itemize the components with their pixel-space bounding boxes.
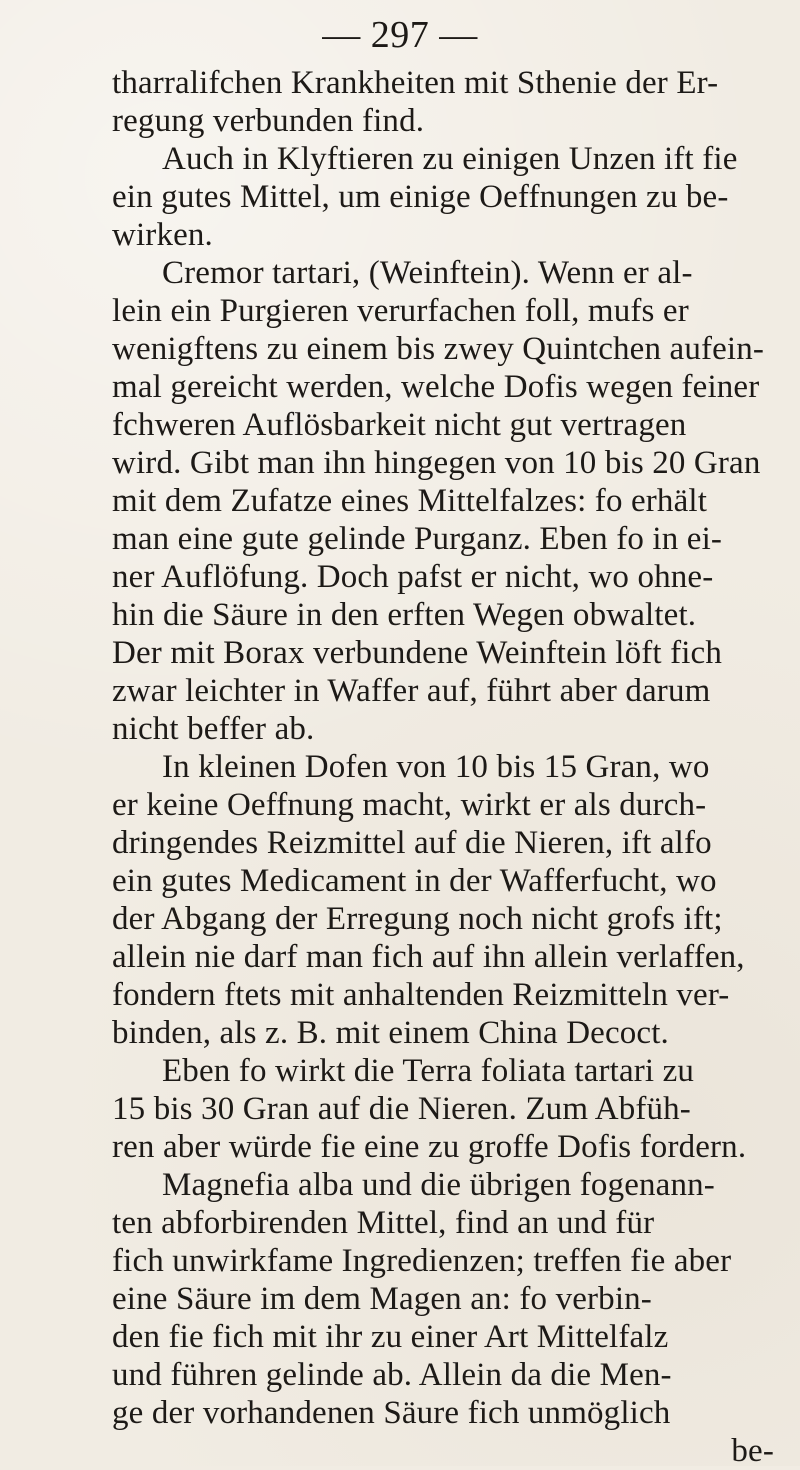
text-line: fchweren Auflösbarkeit nicht gut vertragen bbox=[112, 407, 687, 443]
text-line: Der mit Borax verbundene Weinftein löft fich bbox=[112, 635, 722, 671]
text-line: nicht beffer ab. bbox=[112, 711, 315, 747]
page-number: — 297 — bbox=[322, 14, 478, 56]
text-line: ren aber würde fie eine zu groffe Dofis fordern. bbox=[112, 1129, 747, 1165]
text-line: wirken. bbox=[112, 217, 213, 253]
text-line: Auch in Klyftieren zu einigen Unzen ift fie bbox=[162, 141, 738, 177]
text-line: Eben fo wirkt die Terra foliata tartari zu bbox=[162, 1053, 695, 1089]
text-line: tharralifchen Krankheiten mit Sthenie der Er- bbox=[112, 65, 719, 101]
text-line: regung verbunden find. bbox=[112, 103, 425, 139]
text-line: mit dem Zufatze eines Mittelfalzes: fo erhält bbox=[112, 483, 708, 519]
text-line: man eine gute gelinde Purganz. Eben fo in ei- bbox=[112, 521, 723, 557]
text-line: ge der vorhandenen Säure fich unmöglich bbox=[112, 1395, 671, 1431]
body-text bbox=[112, 64, 782, 1470]
text-line: ner Auflöfung. Doch pafst er nicht, wo ohne- bbox=[112, 559, 714, 595]
text-line: In kleinen Dofen von 10 bis 15 Gran, wo bbox=[162, 749, 710, 785]
text-line: dringendes Reizmittel auf die Nieren, ift alfo bbox=[112, 825, 712, 861]
text-line: wird. Gibt man ihn hingegen von 10 bis 20 Gran bbox=[112, 445, 761, 481]
text-line: der Abgang der Erregung noch nicht grofs ift; bbox=[112, 901, 723, 937]
text-line: den fie fich mit ihr zu einer Art Mittelfalz bbox=[112, 1319, 669, 1355]
text-line: fich unwirkfame Ingredienzen; treffen fie aber bbox=[112, 1243, 732, 1279]
text-line: ten abforbirenden Mittel, find an und für bbox=[112, 1205, 655, 1241]
text-line: wenigftens zu einem bis zwey Quintchen aufein- bbox=[112, 331, 765, 367]
text-line: binden, als z. B. mit einem China Decoct. bbox=[112, 1015, 669, 1051]
text-line: lein ein Purgieren verurfachen foll, mufs er bbox=[112, 293, 689, 329]
text-line: 15 bis 30 Gran auf die Nieren. Zum Abfüh- bbox=[112, 1091, 691, 1127]
text-line: mal gereicht werden, welche Dofis wegen feiner bbox=[112, 369, 760, 405]
text-line: Cremor tartari, (Weinftein). Wenn er al- bbox=[162, 255, 693, 291]
catchword: be- bbox=[731, 1433, 774, 1469]
text-line: ein gutes Medicament in der Wafferfucht, wo bbox=[112, 863, 717, 899]
text-line: und führen gelinde ab. Allein da die Men- bbox=[112, 1357, 672, 1393]
text-line: zwar leichter in Waffer auf, führt aber darum bbox=[112, 673, 711, 709]
text-line: allein nie darf man fich auf ihn allein verlaffen, bbox=[112, 939, 745, 975]
text-line: ein gutes Mittel, um einige Oeffnungen zu be- bbox=[112, 179, 729, 215]
text-line: fondern ftets mit anhaltenden Reizmitteln ver- bbox=[112, 977, 730, 1013]
text-line: Magnefia alba und die übrigen fogenann- bbox=[162, 1167, 715, 1203]
text-line: eine Säure im dem Magen an: fo verbin- bbox=[112, 1281, 652, 1317]
text-line: er keine Oeffnung macht, wirkt er als durch- bbox=[112, 787, 707, 823]
text-line: hin die Säure in den erften Wegen obwaltet. bbox=[112, 597, 697, 633]
